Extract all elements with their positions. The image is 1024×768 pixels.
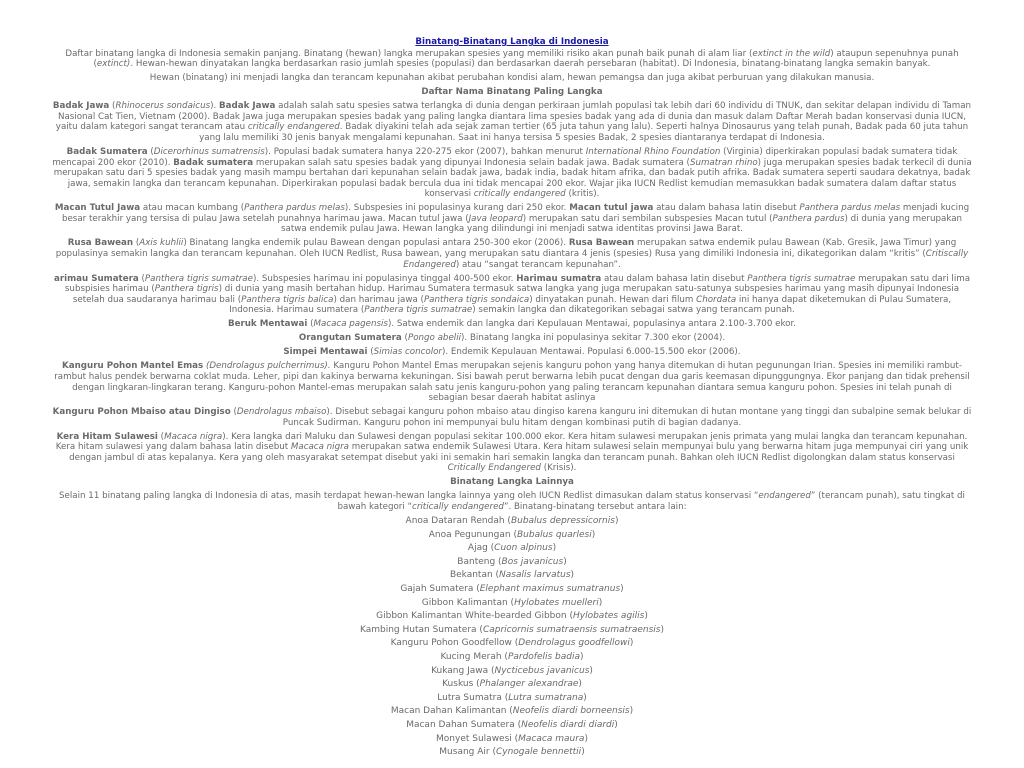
list-item bbox=[52, 516, 972, 527]
text-run: Kanguru Pohon Mantel Emas merupakan sejenis kanguru pohon yang hanya ditemukan di hutan pegunungan Irian. Spesies ini memiliki rambut-rambut halus pendek berwarna coklat muda. Leher, pipi dan kakinya berwarna kekuningan. Sisi bawah perut berwarna lebih pucat dengan dua garis keemasan dipunggungnya. Ekor panjang dan tidak prehensil dengan lingkaran-lingkaran terang. Kanguru-pohon Mantel-emas merupakan salah satu jenis kanguru-pohon yang paling terancam kepunahan diantara semua kanguru pohon. Spesies ini telah punah di sebagian besar daerah habitat aslinya bbox=[54, 361, 970, 404]
latin-name: Neofelis diardi borneensis bbox=[512, 706, 630, 717]
latin-name: Bos javanicus bbox=[501, 556, 564, 567]
animal-name: Gibbon Kalimantan White-bearded Gibbon ( bbox=[376, 611, 573, 622]
latin-name: Bubalus depressicornis bbox=[510, 516, 615, 526]
text-run: merupakan satwa endemik Sulawesi Utara. Kera hitam sulawesi selain mempunyai bulu yang berwarna hitam juga mempunyai ciri yang unik dengan jambul di atas kepalanya. Kera yang oleh masyarakat setempat disebut yaki ini semakin hari semakin langka dan terancam punah. Bahkan oleh IUCN Redlist digolongkan dalam status konservasi bbox=[69, 442, 969, 463]
closing-paren: ) bbox=[660, 624, 665, 635]
text-run: Daftar binatang langka di Indonesia semakin panjang. Binatang (hewan) langka merupakan spesies yang memiliki risiko akan punah baik punah di alam liar ( bbox=[65, 48, 753, 59]
italic-text: Panthera tigris bbox=[154, 284, 219, 295]
animal-name: Banteng ( bbox=[457, 556, 502, 567]
closing-paren: ) bbox=[552, 543, 557, 554]
animal-name: Musang Air ( bbox=[439, 747, 496, 758]
closing-paren: ) bbox=[589, 665, 593, 676]
text-run: ( bbox=[138, 273, 145, 284]
bold-text: Simpei Mentawai bbox=[283, 347, 368, 358]
text-run: merupakan satu dari lima subspisies harimau ( bbox=[64, 273, 971, 295]
text-run: ) ataupun sepenuhnya punah ( bbox=[93, 48, 959, 70]
text-run: ). Disebut sebagai kanguru pohon mbaiso atau dingiso karena kanguru ini ditemukan di hutan montane yang tinggi dan subalpine semak belukar di Puncak Sudirman. Kanguru pohon ini mempunyai bulu hitam dengan kombinasi putih di bagian dadanya. bbox=[282, 407, 972, 428]
closing-paren: ) bbox=[598, 597, 603, 608]
text-run: ). Satwa endemik dan langka dari Kepulauan Mentawai, populasinya antara 2.100-3.700 ekor. bbox=[387, 319, 797, 330]
latin-name: Bubalus quarlesi bbox=[516, 529, 592, 540]
list-item bbox=[52, 625, 972, 636]
italic-text: Axis kuhlii bbox=[139, 238, 184, 249]
intro-paragraph-2 bbox=[52, 73, 972, 84]
text-run: ). Endemik Kepulauan Mentawai. Populasi 6.000-15.500 ekor (2006). bbox=[442, 347, 741, 358]
animal-name: Kucing Merah ( bbox=[440, 651, 508, 662]
text-run: ). Subspesies harimau ini populasinya tinggal 400-500 ekor. bbox=[252, 273, 517, 284]
text-run: ). Subspesies ini populasinya kurang dari 250 ekor. bbox=[344, 203, 570, 214]
italic-text: endangered bbox=[758, 491, 811, 502]
closing-paren: ) bbox=[563, 556, 567, 567]
italic-text: Critiscally Endangered bbox=[403, 249, 969, 270]
animal-paragraph bbox=[52, 147, 972, 200]
italic-text: Macaca pagensis bbox=[313, 319, 388, 330]
animal-name: Gajah Sumatera ( bbox=[400, 583, 480, 594]
italic-text: critically endangered bbox=[412, 502, 504, 513]
list-item bbox=[52, 720, 972, 731]
italic-text: (Dendrolagus pulcherrimus). bbox=[205, 361, 331, 372]
italic-text: Rhinocerus sondaicus bbox=[115, 101, 211, 112]
bold-text: Orangutan Sumatera bbox=[298, 333, 402, 344]
bold-text: Kanguru Pohon Mbaiso atau Dingiso bbox=[52, 407, 231, 418]
rare-animals-list bbox=[52, 101, 972, 474]
italic-text: Dicerorhinus sumatrensis bbox=[153, 146, 265, 157]
animal-name: Monyet Sulawesi ( bbox=[436, 733, 519, 744]
animal-name: Kukang Jawa ( bbox=[431, 665, 495, 676]
italic-text: Chordata bbox=[696, 294, 737, 305]
animal-paragraph bbox=[52, 238, 972, 270]
text-run: ( bbox=[157, 431, 165, 442]
animal-name: Anoa Dataran Rendah ( bbox=[405, 516, 511, 526]
italic-text: Dendrolagus mbaiso bbox=[236, 407, 327, 418]
text-run: ini hanya dapat diketemukan di Pulau Sumatera, Indonesia. Harimau sumatera ( bbox=[229, 294, 952, 316]
text-run: Selain 11 binatang paling langka di Indonesia di atas, masih terdapat hewan-hewan langka lainnya yang oleh IUCN Redlist dimasukan dalam status konservasi “ bbox=[59, 491, 759, 502]
closing-paren: ) bbox=[614, 516, 619, 526]
animal-name: Kuskus ( bbox=[442, 679, 480, 690]
bold-text: Badak Jawa bbox=[52, 101, 110, 112]
text-run: ). Populasi badak sumatera hanya 220-275 ekor (2007), bahkan menurut bbox=[264, 146, 586, 157]
italic-text: extinct) bbox=[96, 59, 131, 70]
text-run: adalah salah satu spesies satwa terlangka di dunia dengan perkiraan jumlah populasi tak lebih dari 60 individu di TNUK, dan sekitar delapan individu di Taman Nasional Cat Tien, Vietnam (2000). Badak Jawa juga merupakan spesies badak yang paling langka diantara lima spesies badak yang ada di dunia dan masuk dalam Daftar Merah badan konservasi dunia IUCN, yaitu dalam kategori sangat terancam atau bbox=[55, 101, 972, 133]
list-item bbox=[52, 598, 972, 609]
italic-text: extinct in the wild bbox=[752, 48, 831, 59]
latin-name: Phalanger alexandrae bbox=[479, 679, 579, 690]
bold-text: Macan tutul jawa bbox=[569, 203, 654, 214]
animal-name: Lutra Sumatra ( bbox=[437, 692, 509, 703]
list-item bbox=[52, 570, 972, 581]
latin-name: Capricornis sumatraensis sumatraensis bbox=[482, 624, 661, 635]
text-run: (kritis). bbox=[565, 189, 600, 200]
animal-name: Gibbon Kalimantan ( bbox=[421, 597, 515, 608]
document-page bbox=[52, 0, 972, 758]
italic-text: Panthera tigris sumatrae bbox=[747, 273, 856, 284]
bold-text: Beruk Mentawai bbox=[227, 319, 308, 330]
animal-name: Macan Dahan Kalimantan ( bbox=[390, 706, 513, 717]
closing-paren: ) bbox=[629, 706, 634, 717]
animal-paragraph bbox=[52, 203, 972, 235]
text-run: ( bbox=[230, 407, 237, 418]
italic-text: International Rhino Foundation bbox=[585, 146, 721, 157]
text-run: ) atau “sangat terancam kepunahan”. bbox=[455, 259, 621, 270]
italic-text: critically endangered bbox=[247, 122, 340, 133]
text-run: merupakan salah satu spesies badak yang dipunyai Indonesia selain badak jawa. Badak sumatera ( bbox=[253, 157, 690, 168]
text-run: ( bbox=[401, 333, 408, 344]
italic-text: Simias concolor bbox=[373, 347, 442, 358]
list-item bbox=[52, 734, 972, 745]
list-item bbox=[52, 530, 972, 541]
text-run: ) semakin langka dan dikategorikan sebagai satwa yang terancam punah. bbox=[472, 305, 795, 316]
text-run: atau dalam bahasa latin disebut bbox=[653, 203, 800, 214]
latin-name: Cynogale bennettii bbox=[495, 747, 582, 758]
bold-text: Kanguru Pohon Mantel Emas bbox=[62, 361, 204, 372]
text-run: ). bbox=[210, 101, 220, 112]
animal-name: Macan Dahan Sumatera ( bbox=[406, 719, 522, 730]
animal-paragraph bbox=[52, 319, 972, 330]
text-run: merupakan satwa endemik pulau Bawean (Kab. Gresik, Jawa Timur) yang populasinya semakin langka dan terancam kepunahan. Oleh IUCN Redlist, Rusa bawean, yang merupakan satu diantara 4 jenis (spesies) Rusa yang dimiliki Indonesia ini, dikategorikan dalam “kritis” ( bbox=[55, 238, 957, 260]
document-title-link[interactable]: Binatang-Binatang Langka di Indonesia bbox=[415, 37, 609, 47]
other-animals-intro bbox=[52, 491, 972, 512]
italic-text: Panthera pardus melas bbox=[244, 203, 345, 214]
list-item bbox=[52, 666, 972, 677]
bold-text: arimau Sumatera bbox=[53, 273, 139, 284]
list-item bbox=[52, 747, 972, 758]
text-run: ) di dunia yang merupakan satwa endemik pulau Jawa. Hewan langka yang dilindungi ini menjadi satwa identitas provinsi Jawa Barat. bbox=[280, 213, 963, 235]
section-heading-other-rare: Binatang Langka Lainnya bbox=[450, 477, 574, 488]
latin-name: Cuon alpinus bbox=[494, 543, 553, 554]
text-run: . Hewan-hewan dinyatakan langka berdasarkan rasio jumlah spesies (populasi) dan berdasarkan daerah persebaran (habitat). Di Indonesia, binatang-binatang langka semakin banyak. bbox=[130, 59, 931, 70]
intro-paragraph bbox=[52, 49, 972, 70]
closing-paren: ) bbox=[578, 679, 582, 690]
animal-name: Ajag ( bbox=[467, 543, 495, 554]
latin-name: Lutra sumatrana bbox=[508, 692, 584, 703]
italic-text: Sumatran rhino bbox=[689, 157, 758, 168]
italic-text: Panthera pardus bbox=[772, 213, 845, 224]
text-run: ) dinyatakan punah. Hewan dari filum bbox=[529, 294, 697, 305]
latin-name: Dendrolagus goodfellowi bbox=[518, 638, 630, 649]
list-item bbox=[52, 638, 972, 649]
list-item bbox=[52, 679, 972, 690]
list-item bbox=[52, 543, 972, 554]
closing-paren: ) bbox=[580, 651, 584, 662]
text-run: ) merupakan satu dari sembilan subspesies Macan tutul ( bbox=[522, 213, 773, 224]
bold-text: Harimau sumatra bbox=[516, 273, 602, 284]
italic-text: Panthera tigris balica bbox=[241, 294, 334, 305]
text-run: ( bbox=[133, 238, 140, 249]
list-item bbox=[52, 584, 972, 595]
italic-text: Pongo abelii bbox=[407, 333, 462, 344]
animal-name: Kambing Hutan Sumatera ( bbox=[359, 624, 483, 635]
text-run: ( bbox=[147, 146, 154, 157]
italic-text: Panthera tigris sondaica bbox=[423, 294, 530, 305]
list-item bbox=[52, 557, 972, 568]
text-run: (Virginia) diperkirakan populasi badak sumatera tidak mencapai 200 ekor (2010). bbox=[52, 146, 958, 168]
text-run: ). Binatang langka ini populasinya sekitar 7.300 ekor (2004). bbox=[461, 333, 726, 344]
closing-paren: ) bbox=[591, 529, 596, 540]
text-run: ( bbox=[307, 319, 314, 330]
animal-name: Kanguru Pohon Goodfellow ( bbox=[390, 638, 519, 649]
animal-paragraph bbox=[52, 361, 972, 403]
latin-name: Pardofelis badia bbox=[507, 651, 581, 662]
bold-text: Badak Sumatera bbox=[66, 146, 148, 157]
text-run: ) Binatang langka endemik pulau Bawean dengan populasi antara 250-300 ekor (2006). bbox=[183, 238, 569, 249]
latin-name: Nycticebus javanicus bbox=[494, 665, 590, 676]
text-run: Hewan (binatang) ini menjadi langka dan terancam kepunahan akibat perubahan kondisi alam, hewan pemangsa dan juga akibat perburuan yang dilakukan manusia. bbox=[149, 73, 875, 84]
italic-text: critically endangered bbox=[473, 189, 566, 200]
text-run: ) di dunia yang masih bertahan hidup. Harimau Sumatera termasuk satwa langka yang juga merupakan satu-satunya subspesies harimau yang masih dipunyai Indonesia setelah dua saudaranya harimau bali ( bbox=[72, 284, 960, 305]
animal-paragraph bbox=[52, 333, 972, 344]
text-run: ”. Binatang-binatang tersebut antara lain: bbox=[503, 502, 687, 513]
other-animals-list bbox=[52, 516, 972, 758]
closing-paren: ) bbox=[620, 583, 624, 594]
text-run: atau dalam bahasa latin disebut bbox=[601, 273, 748, 284]
italic-text: Macaca nigra bbox=[290, 442, 350, 453]
text-run: ( bbox=[367, 347, 374, 358]
animal-paragraph bbox=[52, 274, 972, 316]
text-run: ) dan harimau jawa ( bbox=[333, 294, 424, 305]
italic-text: Critically Endangered bbox=[447, 463, 541, 474]
bold-text: Rusa Bawean bbox=[67, 238, 134, 249]
bold-text: Rusa Bawean bbox=[568, 238, 635, 249]
closing-paren: ) bbox=[614, 719, 618, 730]
animal-name: Anoa Pegunungan ( bbox=[428, 529, 517, 540]
text-run: ) juga merupakan spesies badak terkecil di dunia merupakan satu dari 5 spesies badak yang masih mampu bertahan dari kepunahan selain badak jawa, badak india, badak hitam afrika, dan badak putih afrika. Badak sumatera seperti saudara dekatnya, badak jawa, semakin langka dan terancam kepunahan. Diperkirakan populasi badak bercula dua ini tidak mencapai 200 ekor. Wajar jika IUCN Redlist kemudian memasukkan badak sumatera dalam daftar status konservasi bbox=[53, 157, 972, 200]
closing-paren: ) bbox=[583, 692, 587, 703]
text-run: ” (terancam punah), satu tingkat di bawah kategori “ bbox=[337, 491, 965, 513]
animal-paragraph bbox=[52, 347, 972, 358]
list-item bbox=[52, 652, 972, 663]
latin-name: Hylobates agilis bbox=[572, 611, 645, 622]
bold-text: Badak Jawa bbox=[219, 101, 276, 112]
list-item bbox=[52, 693, 972, 704]
italic-text: Panthera tigris sumatrae bbox=[144, 273, 253, 284]
italic-text: Panthera pardus melas bbox=[799, 203, 901, 214]
italic-text: Macaca nigra bbox=[164, 431, 223, 442]
list-item bbox=[52, 706, 972, 717]
bold-text: Macan Tutul Jawa bbox=[54, 203, 141, 214]
text-run: (Krisis). bbox=[540, 463, 577, 474]
list-item bbox=[52, 611, 972, 622]
bold-text: Badak sumatera bbox=[173, 157, 254, 168]
animal-name: Bekantan ( bbox=[449, 570, 500, 581]
closing-paren: ) bbox=[629, 638, 634, 649]
latin-name: Nasalis larvatus bbox=[499, 570, 571, 581]
italic-text: Panthera tigris sumatrae bbox=[364, 305, 473, 316]
latin-name: Hylobates muelleri bbox=[514, 597, 599, 608]
animal-paragraph bbox=[52, 432, 972, 474]
closing-paren: ) bbox=[584, 733, 588, 744]
latin-name: Macaca maura bbox=[518, 733, 585, 744]
closing-paren: ) bbox=[644, 611, 648, 622]
latin-name: Neofelis diardi diardi bbox=[521, 719, 615, 730]
animal-paragraph bbox=[52, 101, 972, 143]
text-run: menjadi kucing besar terakhir yang tersisa di pulau Jawa setelah punahnya harimau jawa. Macan tutul jawa ( bbox=[61, 203, 970, 224]
text-run: ( bbox=[109, 101, 116, 112]
section-heading-most-rare: Daftar Nama Binatang Paling Langka bbox=[421, 87, 603, 98]
bold-text: Kera Hitam Sulawesi bbox=[56, 431, 158, 442]
closing-paren: ) bbox=[581, 747, 585, 758]
latin-name: Elephant maximus sumatranus bbox=[479, 583, 621, 594]
closing-paren: ) bbox=[570, 570, 575, 581]
italic-text: Java leopard bbox=[468, 213, 523, 224]
animal-paragraph bbox=[52, 407, 972, 428]
text-run: atau macan kumbang ( bbox=[140, 203, 245, 214]
text-run: ). Kera langka dari Maluku dan Sulawesi dengan populasi sekitar 100.000 ekor. Kera hitam sulawesi merupakan jenis primata yang mulai langka dan terancam kepunahan. Kera hitam sulawesi yang dalam bahasa latin disebut bbox=[55, 431, 968, 453]
text-run: . Badak diyakini telah ada sejak zaman tertier (65 juta tahun yang lalu). Seperti halnya Dinosaurus yang telah punah, Badak pada 60 juta tahun yang lalu memiliki 30 jenis banyak mengalami kepunahan. Saat ini hanya tersisa 5 spesies Badak, 2 spesies diantaranya terdapat di Indonesia. bbox=[199, 122, 969, 143]
